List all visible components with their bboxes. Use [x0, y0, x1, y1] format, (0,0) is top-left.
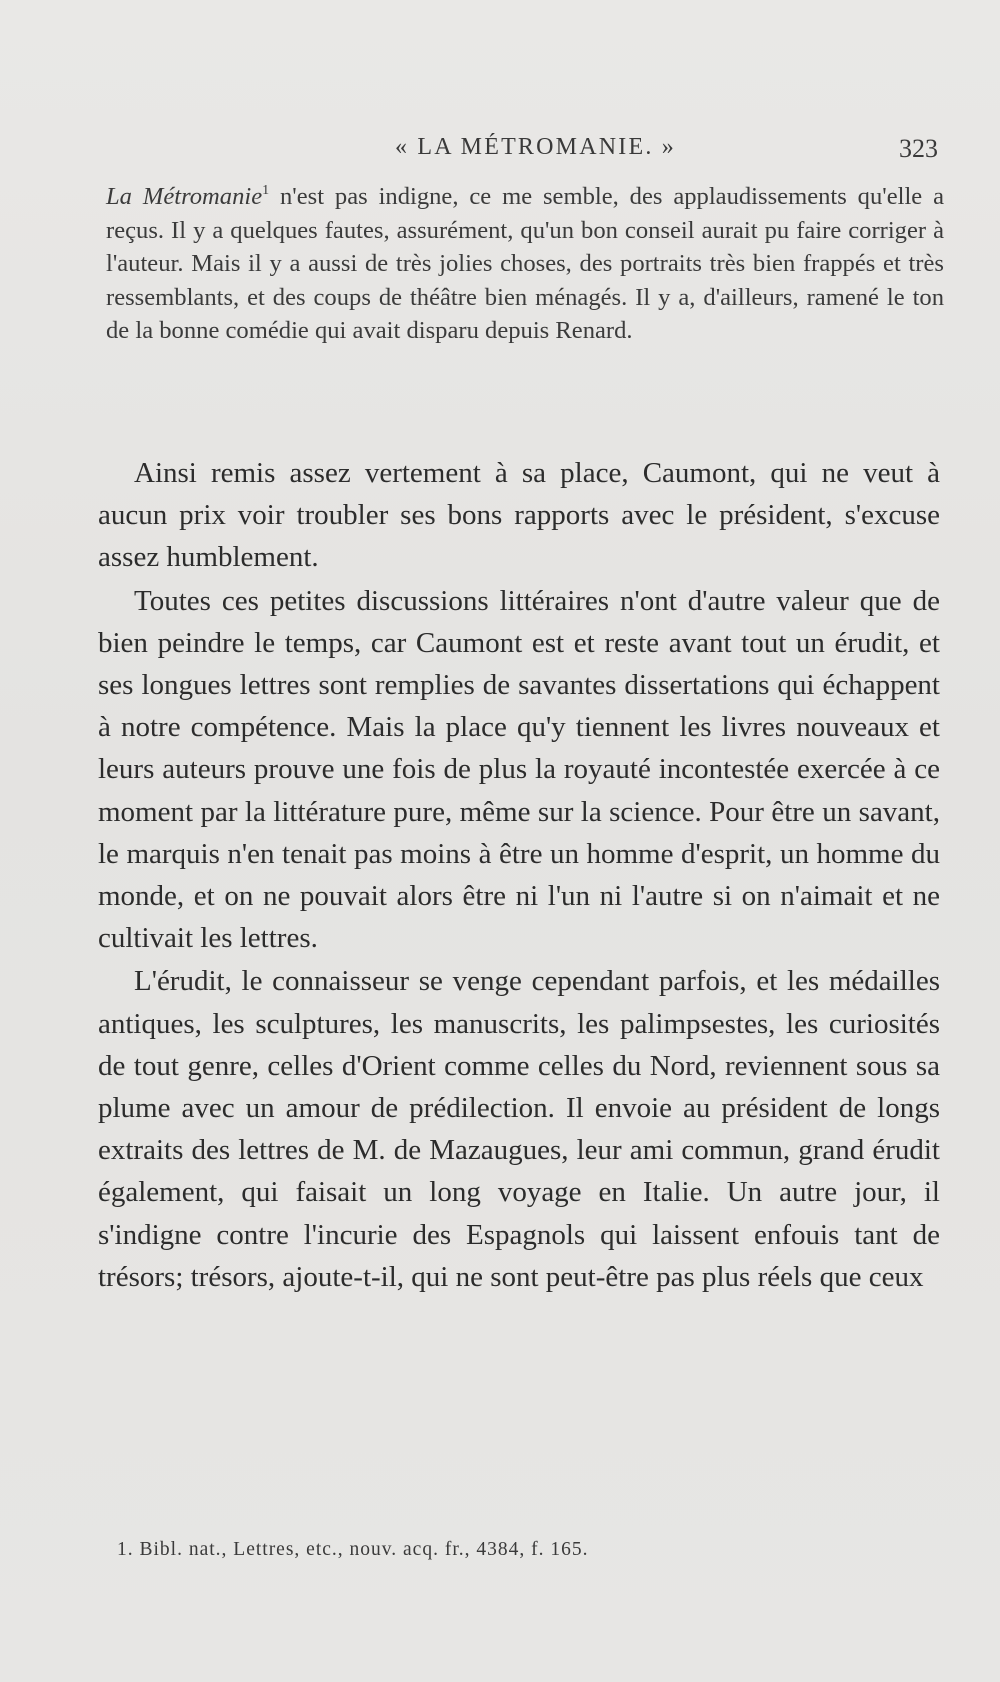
quoted-letter-excerpt [106, 180, 944, 348]
paragraph: L'érudit, le connaisseur se venge cependant parfois, et les médailles antiques, les sculptures, les manuscrits, les palimpsestes, les curiosités de tout genre, celles d'Orient comme celles du Nord, reviennent sous sa plume avec un amour de prédilection. Il envoie au président de longs extraits des lettres de M. de Mazaugues, leur ami commun, grand érudit également, qui faisait un long voyage en Italie. Un autre jour, il s'indigne contre l'incurie des Espagnols qui laissent enfouis tant de trésors; trésors, ajoute-t-il, qui ne sont peut-être pas plus réels que ceux [98, 965, 940, 1293]
page-number: 323 [899, 134, 938, 163]
paragraph: Ainsi remis assez vertement à sa place, Caumont, qui ne veut à aucun prix voir troubler ses bons rapports avec le président, s'excuse assez humblement. [98, 457, 940, 574]
footnote: 1. Bibl. nat., Lettres, etc., nouv. acq. fr., 4384, f. 165. [117, 1539, 589, 1560]
running-head [105, 134, 938, 168]
footnote-reference: 1 [262, 183, 270, 198]
running-title: « LA MÉTROMANIE. » [395, 134, 676, 160]
main-text [98, 452, 940, 1298]
paragraph: Toutes ces petites discussions littéraires n'ont d'autre valeur que de bien peindre le temps, car Caumont est et reste avant tout un érudit, et ses longues lettres sont remplies de savantes dissertations qui échappent à notre compétence. Mais la place qu'y tiennent les livres nouveaux et leurs auteurs prouve une fois de plus la royauté incontestée exercée à ce moment par la littérature pure, même sur la science. Pour être un savant, le marquis n'en tenait pas moins à être un homme d'esprit, un homme du monde, et on ne pouvait alors être ni l'un ni l'autre si on n'aimait et ne cultivait les lettres. [98, 584, 940, 955]
quote-title-italic: La Métromanie [106, 183, 263, 210]
quote-text: n'est pas indigne, ce me semble, des applaudissements qu'elle a reçus. Il y a quelques fautes, assurément, qu'un bon conseil aurait pu faire corriger à l'auteur. Mais il y a aussi de très jolies choses, des portraits très bien frappés et très ressemblants, et des coups de théâtre bien ménagés. Il y a, d'ailleurs, ramené le ton de la bonne comédie qui avait disparu depuis Renard. [106, 183, 944, 344]
